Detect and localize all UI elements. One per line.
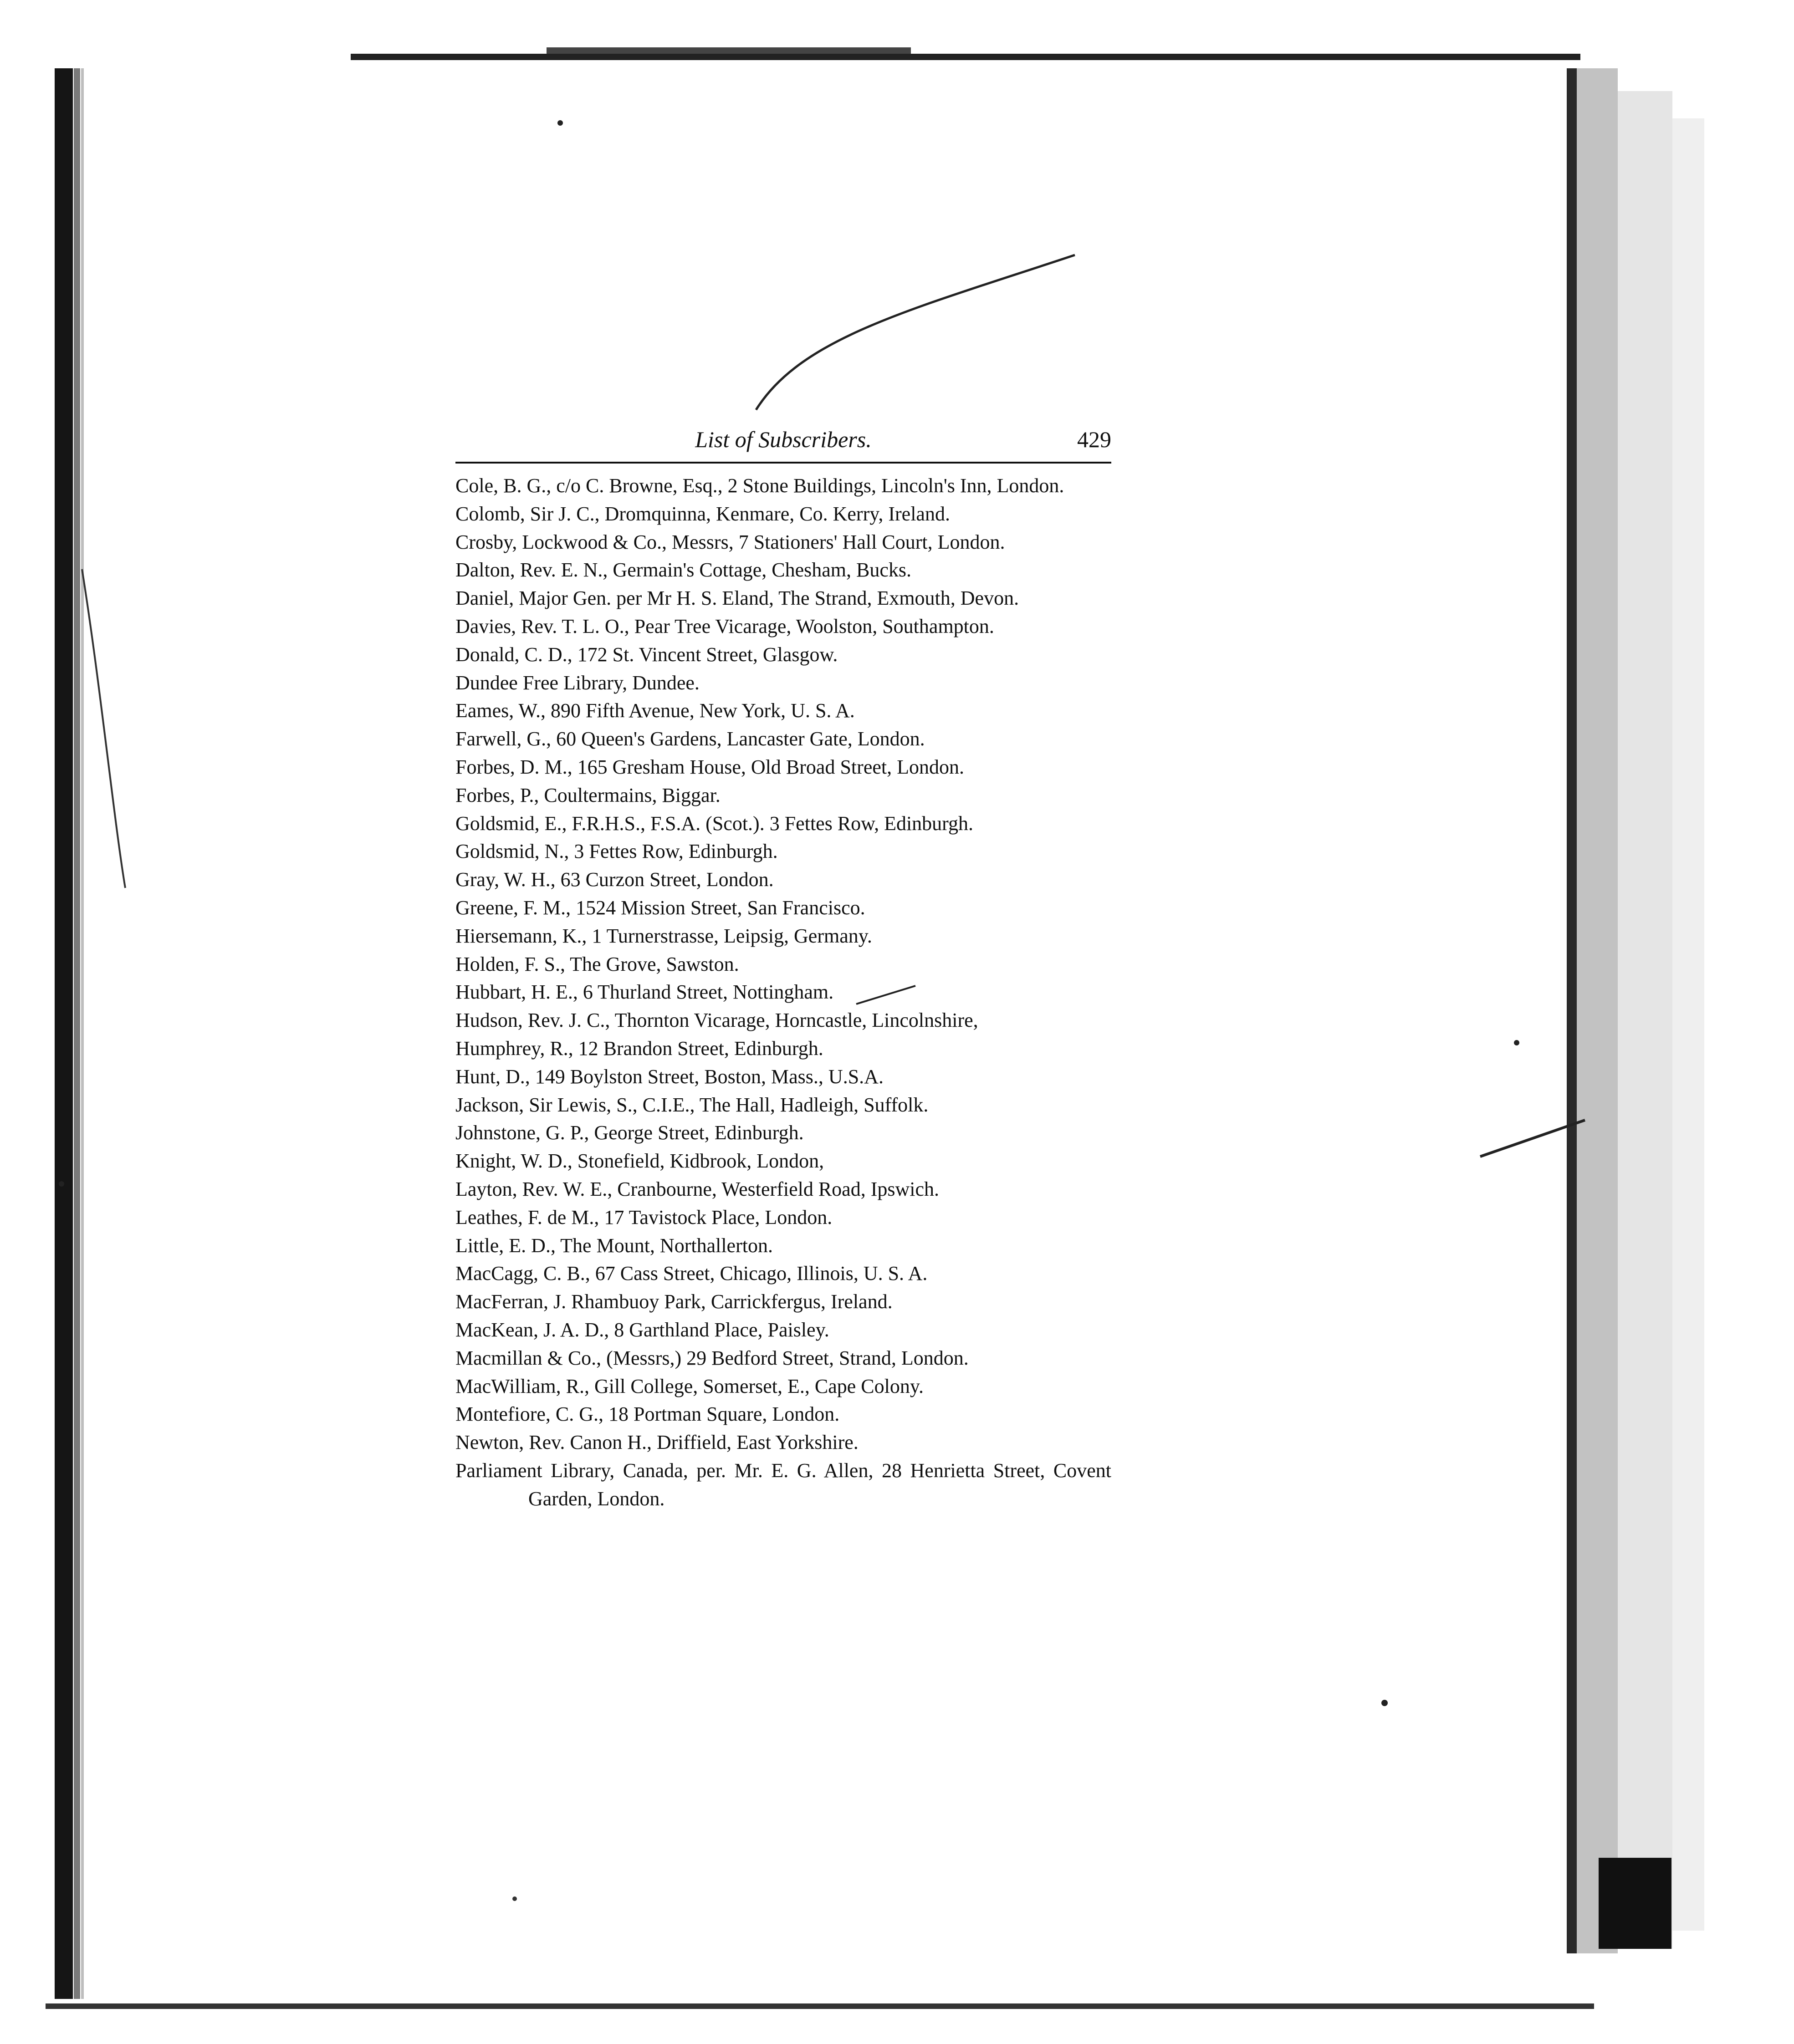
subscriber-entry: Eames, W., 890 Fifth Avenue, New York, U. S. A.: [455, 699, 855, 722]
running-head: [455, 423, 1111, 462]
subscriber-entry: Holden, F. S., The Grove, Sawston.: [455, 953, 739, 975]
subscriber-entry: Montefiore, C. G., 18 Portman Square, London.: [455, 1403, 840, 1426]
subscriber-entry: Jackson, Sir Lewis, S., C.I.E., The Hall, Hadleigh, Suffolk.: [455, 1093, 929, 1116]
subscriber-entry: Cole, B. G., c/o C. Browne, Esq., 2 Stone Buildings, Lincoln's Inn, London.: [455, 474, 1064, 497]
subscriber-entry: Parliament Library, Canada, per. Mr. E. G. Allen, 28 Henrietta Street, Covent Garden, London.: [455, 1459, 1111, 1510]
subscriber-entry: MacWilliam, R., Gill College, Somerset, E., Cape Colony.: [455, 1375, 924, 1397]
page-content: [455, 423, 1111, 1513]
subscriber-entry: Hudson, Rev. J. C., Thornton Vicarage, Horncastle, Lincolnshire,: [455, 1009, 978, 1032]
subscriber-entry: Layton, Rev. W. E., Cranbourne, Westerfield Road, Ipswich.: [455, 1177, 940, 1200]
subscriber-entry: Farwell, G., 60 Queen's Gardens, Lancaster Gate, London.: [455, 728, 925, 750]
subscriber-entry: Hunt, D., 149 Boylston Street, Boston, Mass., U.S.A.: [455, 1065, 884, 1088]
subscriber-entry: Johnstone, G. P., George Street, Edinburgh.: [455, 1121, 804, 1144]
subscriber-entry: Greene, F. M., 1524 Mission Street, San Francisco.: [455, 896, 865, 919]
subscriber-entry: Dundee Free Library, Dundee.: [455, 671, 700, 694]
head-rule: [455, 462, 1111, 464]
page-number: 429: [1077, 427, 1111, 452]
subscriber-entry: Forbes, D. M., 165 Gresham House, Old Broad Street, London.: [455, 755, 964, 778]
subscriber-entry: Gray, W. H., 63 Curzon Street, London.: [455, 868, 774, 891]
subscriber-entry: Colomb, Sir J. C., Dromquinna, Kenmare, Co. Kerry, Ireland.: [455, 502, 950, 525]
subscriber-list: [455, 472, 1111, 1513]
subscriber-entry: Goldsmid, E., F.R.H.S., F.S.A. (Scot.). 3 Fettes Row, Edinburgh.: [455, 812, 974, 835]
subscriber-entry: Crosby, Lockwood & Co., Messrs, 7 Stationers' Hall Court, London.: [455, 530, 1005, 553]
subscriber-entry: Goldsmid, N., 3 Fettes Row, Edinburgh.: [455, 840, 778, 863]
subscriber-entry: Macmillan & Co., (Messrs,) 29 Bedford Street, Strand, London.: [455, 1346, 969, 1369]
subscriber-entry: Knight, W. D., Stonefield, Kidbrook, London,: [455, 1150, 824, 1172]
subscriber-entry: Hubbart, H. E., 6 Thurland Street, Nottingham.: [455, 981, 834, 1004]
subscriber-entry: Humphrey, R., 12 Brandon Street, Edinburgh.: [455, 1037, 823, 1060]
subscriber-entry: Newton, Rev. Canon H., Driffield, East Yorkshire.: [455, 1431, 859, 1454]
subscriber-entry: Dalton, Rev. E. N., Germain's Cottage, Chesham, Bucks.: [455, 559, 912, 581]
running-title: List of Subscribers.: [695, 427, 872, 452]
subscriber-entry: MacKean, J. A. D., 8 Garthland Place, Paisley.: [455, 1318, 829, 1341]
subscriber-entry: Daniel, Major Gen. per Mr H. S. Eland, The Strand, Exmouth, Devon.: [455, 587, 1019, 610]
subscriber-entry: Little, E. D., The Mount, Northallerton.: [455, 1234, 773, 1257]
subscriber-entry: Leathes, F. de M., 17 Tavistock Place, London.: [455, 1206, 833, 1228]
subscriber-entry: Forbes, P., Coultermains, Biggar.: [455, 784, 721, 806]
subscriber-entry: Davies, Rev. T. L. O., Pear Tree Vicarage, Woolston, Southampton.: [455, 615, 994, 637]
subscriber-entry: Hiersemann, K., 1 Turnerstrasse, Leipsig, Germany.: [455, 924, 872, 947]
subscriber-entry: Donald, C. D., 172 St. Vincent Street, Glasgow.: [455, 643, 838, 666]
subscriber-entry: MacCagg, C. B., 67 Cass Street, Chicago, Illinois, U. S. A.: [455, 1262, 928, 1285]
subscriber-entry: MacFerran, J. Rhambuoy Park, Carrickfergus, Ireland.: [455, 1290, 893, 1313]
